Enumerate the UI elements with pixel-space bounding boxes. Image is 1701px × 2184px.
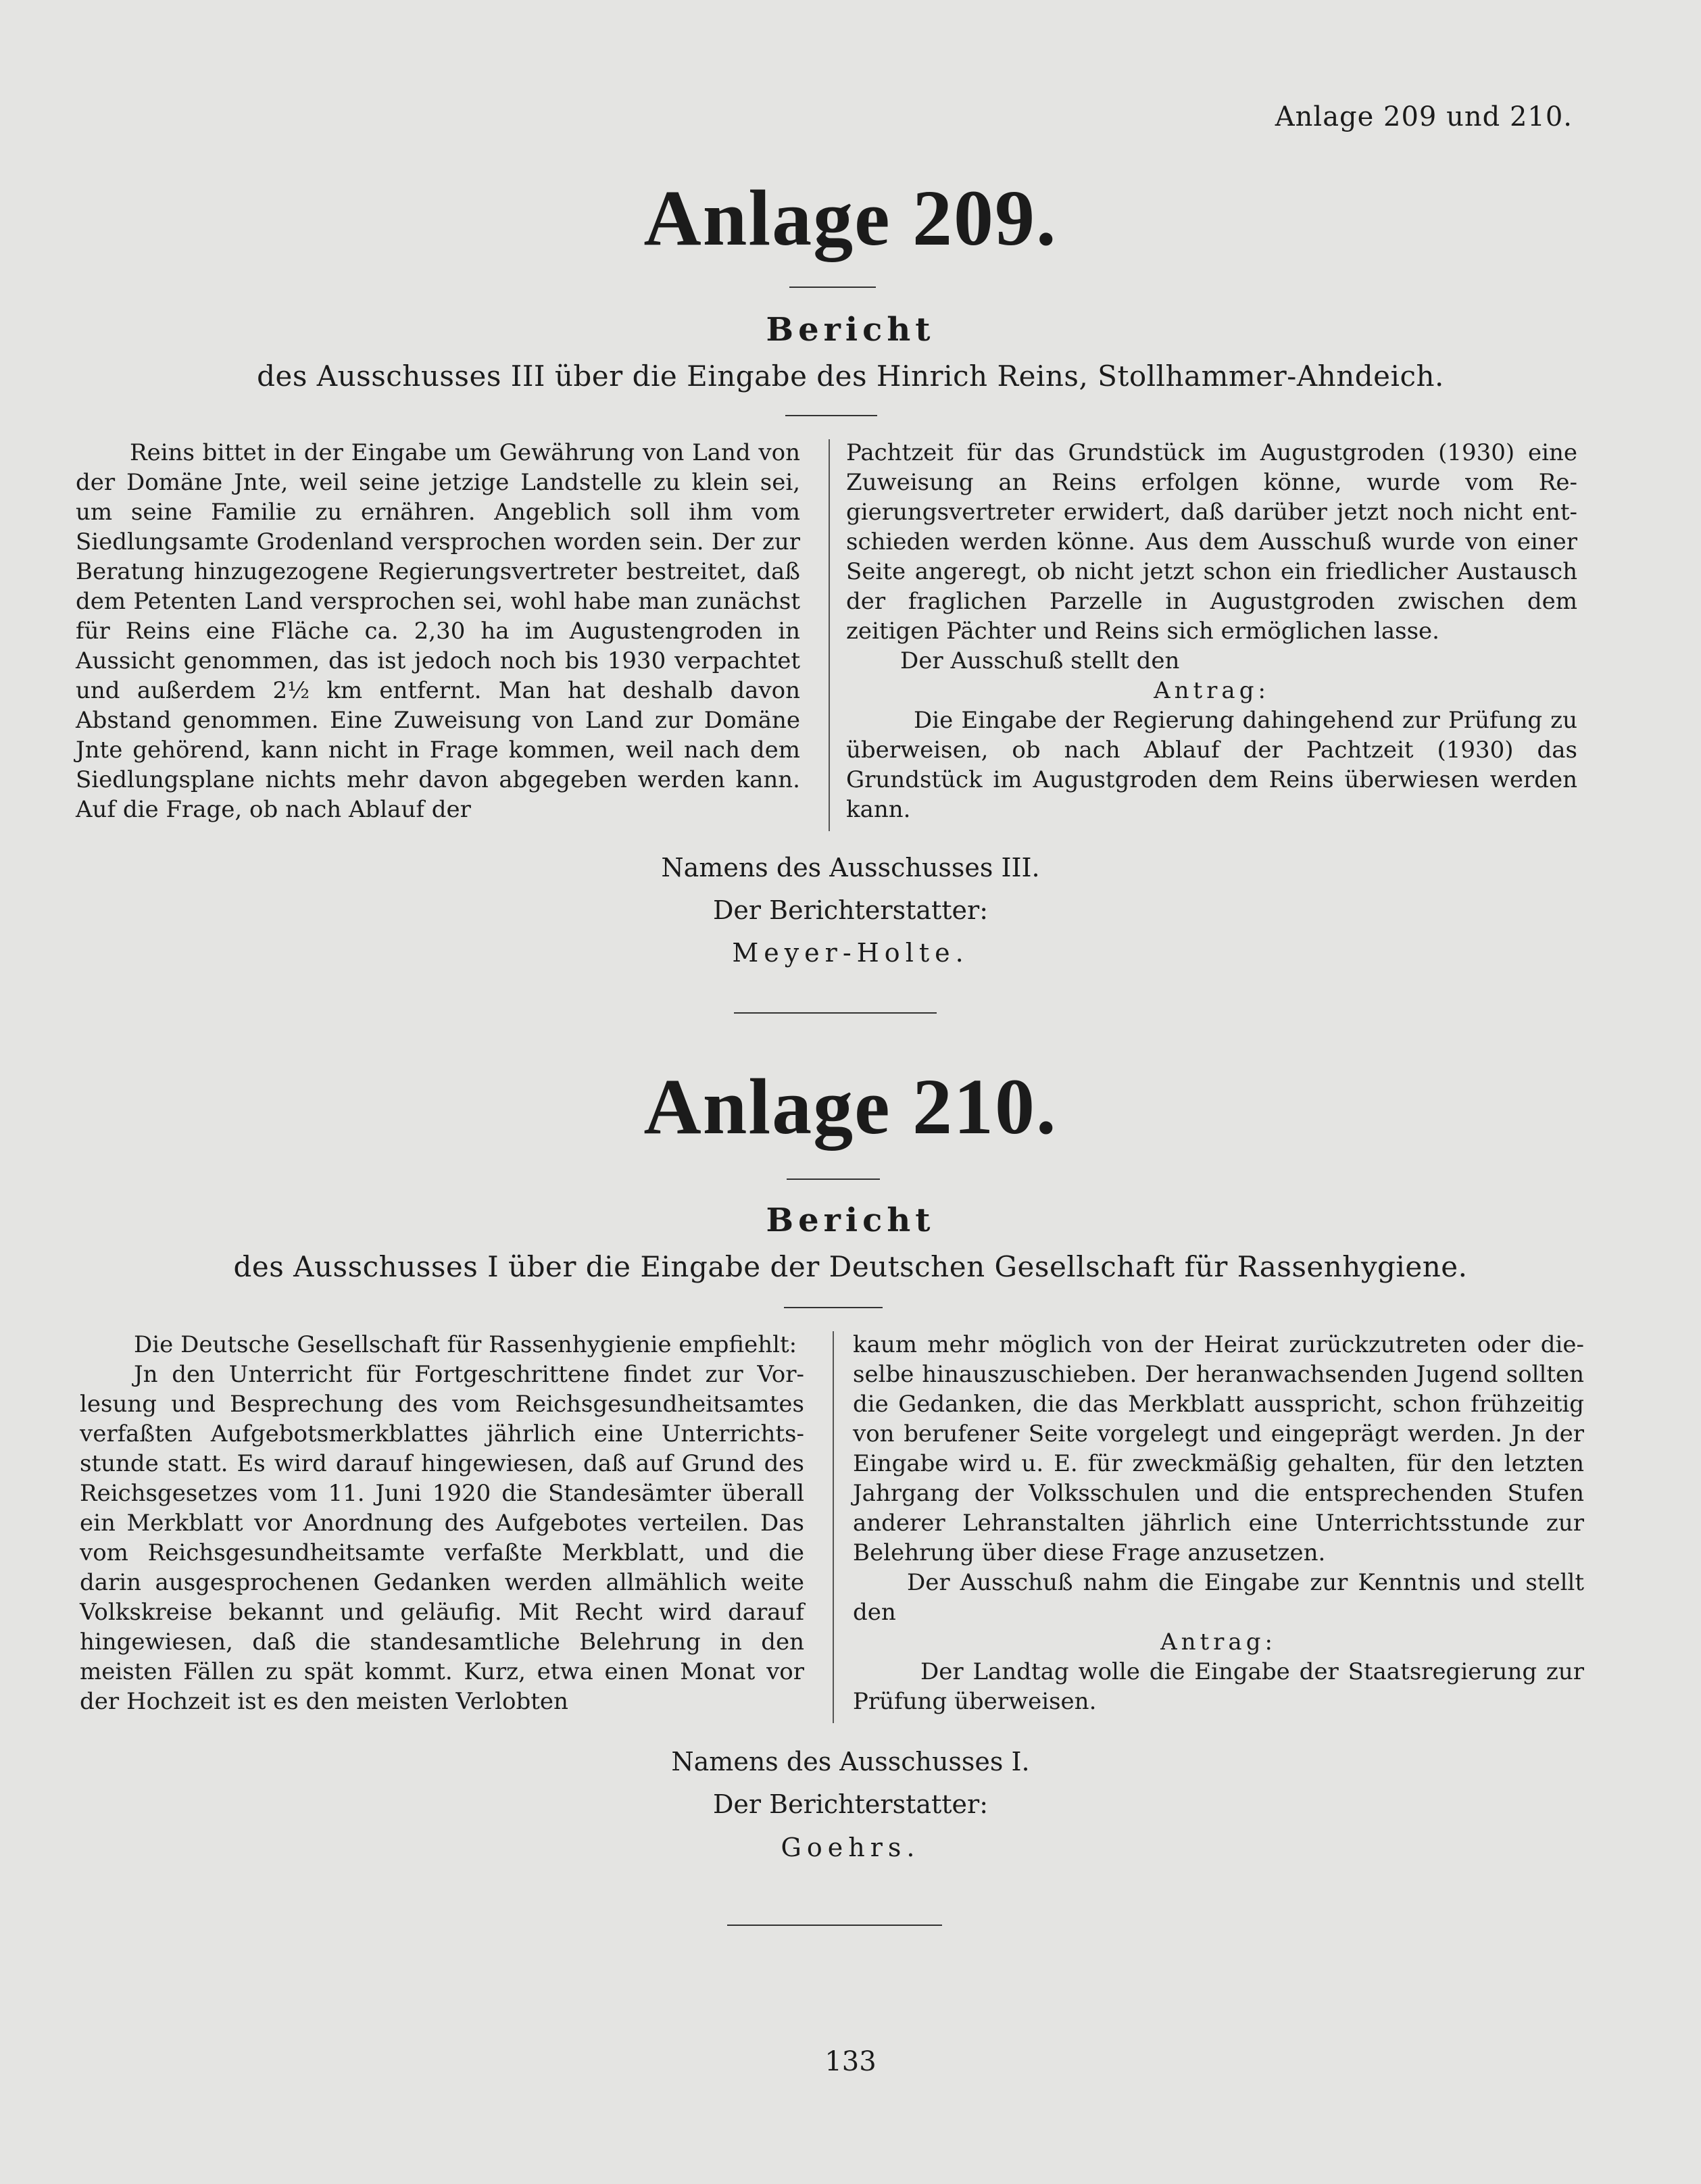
section-209-subheading: des Ausschusses III über die Eingabe des Hinrich Reins, Stollhammer-Ahndeich. xyxy=(257,359,1444,393)
paragraph: Jn den Unterricht für Fortgeschrittene findet zur Vorlesung und Besprechung des vom Reichsgesundheitsamtes verfaßten Aufgebotsmerkblattes jährlich eine Unterrichtsstunde statt. Es wird darauf hingewiesen, daß auf Grund des Reichsgesetzes vom 11. Juni 1920 die Standesämter überall ein Merkblatt vor Anordnung des Aufgebotes verteilen. Das vom Reichsgesundheitsamte verfaßte Merkblatt, und die darin ausgesprochenen Gedanken werden allmählich weite Volkskreise bekannt und geläufig. Mit Recht wird darauf hingewiesen, daß die standesamtliche Belehrung in den meisten Fällen zu spät kommt. Kurz, etwa einen Monat vor der Hochzeit ist es den meisten Verlobten xyxy=(80,1361,804,1715)
paragraph: kaum mehr möglich von der Heirat zurückzutreten oder dieselbe hinauszuschieben. Der heranwachsenden Jugend sollten die Gedanken, die das Merkblatt ausspricht, schon frühzeitig von berufener Seite vorgelegt und eingeprägt werden. Jn der Eingabe wird u. E. für zweckmäßig gehalten, für den letzten Jahrgang der Volksschulen und die entsprechenden Stufen anderer Lehranstalten jährlich eine Unterrichtsstunde zur Belehrung über diese Frage anzusetzen. xyxy=(853,1331,1584,1566)
section-209-title: Anlage 209. xyxy=(643,174,1058,262)
paragraph: Reins bittet in der Eingabe um Gewährung von Land von der Domäne Jnte, weil seine jetzige Landstelle zu klein sei, um seine Familie zu ernähren. Angeblich soll ihm vom Siedlungsamte Grodenland versprochen worden sein. Der zur Beratung hinzugezogene Regierungsvertreter bestreitet, daß dem Petenten Land versprochen sei, wohl habe man zunächst für Reins eine Fläche ca. 2,30 ha im Augustengroden in Aussicht genommen, das ist jedoch noch bis 1930 verpachtet und außerdem 2½ km entfernt. Man hat deshalb davon Abstand genommen. Eine Zuweisung von Land zur Domäne Jnte gehörend, kann nicht in Frage kommen, weil nach dem Siedlungsplane nichts mehr davon abgegeben werden kann. Auf die Frage, ob nach Ablauf der xyxy=(76,439,800,823)
committee-line: Der Ausschuß nahm die Eingabe zur Kenntnis und stellt den xyxy=(853,1569,1584,1626)
section-210-left-column xyxy=(80,1330,804,1716)
signature-role: Der Berichterstatter: xyxy=(712,895,989,925)
signature-namens: Namens des Ausschusses III. xyxy=(661,853,1040,883)
paragraph-intro: Die Deutsche Gesellschaft für Rassenhygienie empfiehlt: xyxy=(134,1331,797,1358)
page-number: 133 xyxy=(824,2046,877,2077)
paragraph: Pachtzeit für das Grundstück im Augustgroden (1930) eine Zuweisung an Reins erfolgen könne, wurde vom Regierungsvertreter erwidert, daß darüber jetzt noch nicht entschieden werden könne. Aus dem Ausschuß wurde von einer Seite angeregt, ob nicht jetzt schon ein friedlicher Austausch der fraglichen Parzelle in Augustgroden zwischen dem zeitigen Pächter und Reins sich ermöglichen lasse. xyxy=(846,439,1577,645)
section-209-left-column xyxy=(76,438,800,824)
divider xyxy=(787,1178,880,1180)
section-separator xyxy=(734,1012,937,1014)
section-210-right-column xyxy=(853,1330,1584,1716)
committee-line: Der Ausschuß stellt den xyxy=(900,647,1180,674)
section-210-subheading: des Ausschusses I über die Eingabe der Deutschen Gesellschaft für Rassenhygiene. xyxy=(233,1250,1468,1283)
divider xyxy=(784,1307,883,1308)
signature-role: Der Berichterstatter: xyxy=(712,1789,989,1819)
column-divider xyxy=(829,439,830,831)
signature-namens: Namens des Ausschusses I. xyxy=(671,1747,1030,1777)
signature-name: Goehrs. xyxy=(781,1833,920,1862)
divider xyxy=(785,415,877,416)
section-209-right-column xyxy=(846,438,1577,824)
column-divider xyxy=(833,1331,834,1723)
antrag-text: Die Eingabe der Regierung dahingehend zur Prüfung zu überweisen, ob nach Ablauf der Pachtzeit (1930) das Grundstück im Augustgroden dem Reins überwiesen werden kann. xyxy=(846,707,1577,823)
divider xyxy=(789,287,876,288)
running-head: Anlage 209 und 210. xyxy=(1275,101,1573,132)
section-separator xyxy=(727,1925,942,1926)
section-209-heading: Bericht xyxy=(766,311,935,349)
antrag-label: Antrag: xyxy=(1154,677,1270,704)
section-210-title: Anlage 210. xyxy=(643,1062,1058,1151)
signature-name: Meyer-Holte. xyxy=(732,938,969,968)
antrag-label: Antrag: xyxy=(1160,1629,1277,1656)
section-210-heading: Bericht xyxy=(766,1201,935,1239)
antrag-text: Der Landtag wolle die Eingabe der Staatsregierung zur Prüfung überweisen. xyxy=(853,1658,1584,1715)
